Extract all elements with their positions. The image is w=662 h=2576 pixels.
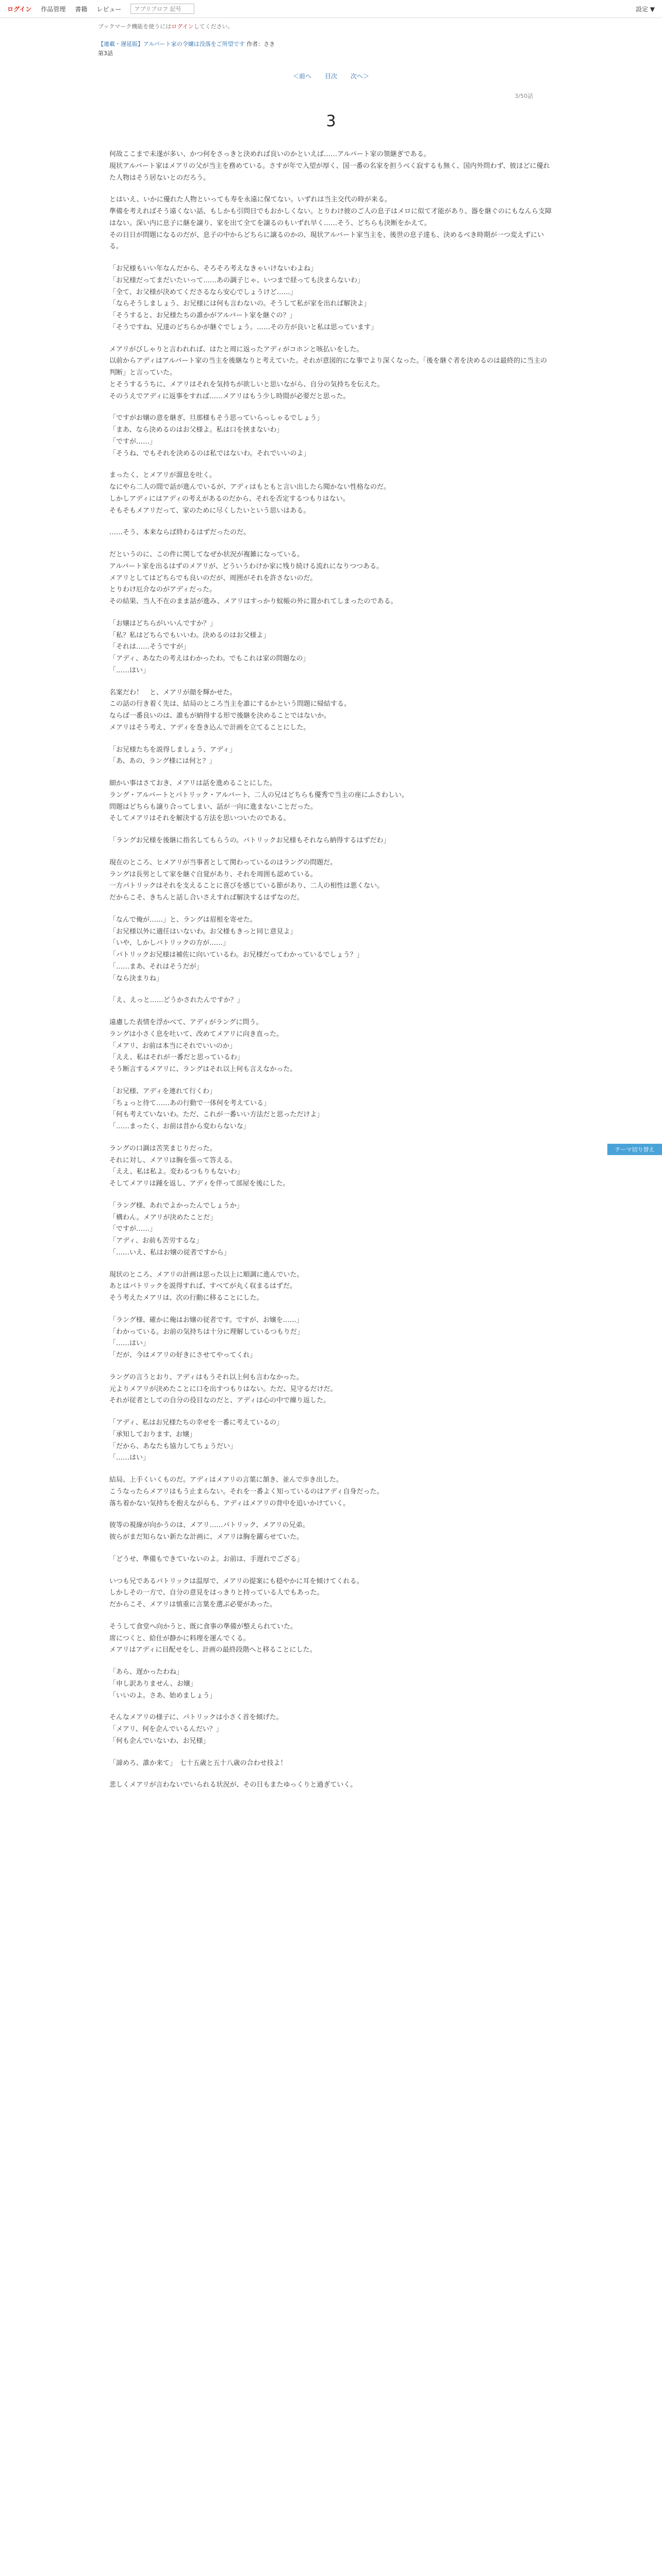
body-paragraph: 「お兄様たちを説得しましょう、アディ」 「あ、あの、ラング様には何と？」	[109, 745, 236, 766]
bookmark-note	[0, 18, 662, 30]
next-link[interactable]: 次へ＞	[351, 73, 370, 80]
search-input[interactable]: アプリプロフ 記号	[130, 4, 194, 14]
chapter-pager	[0, 72, 662, 80]
nav-review[interactable]: レビュー	[96, 5, 122, 13]
body-paragraph: ラングの言うとおり、アディはもうそれ以上何も言わなかった。 元よりメアリが決めたことに口を出すつもりはない。ただ、見守るだけだ。 それが従者としての自分の役目なのだと、アディは心の中で繰り返した。	[109, 1373, 337, 1405]
body-paragraph: 結局、上手くいくものだ。アディはメアリの言葉に頷き、並んで歩き出した。 こうなったらメアリはもう止まらない。それを一番よく知っているのはアディ自身だった。 落ち着かない気持ちを抱えながらも、アディはメアリの背中を追いかけていく。	[109, 1476, 384, 1507]
note-prefix: ブックマーク機能を使うには	[98, 23, 172, 30]
series-title-row	[0, 30, 662, 48]
theme-toggle-button[interactable]: テーマ切り替え	[607, 1144, 662, 1155]
body-paragraph: 名案だわ！ と、メアリが顔を輝かせた。 この話の行き着く先は、結局のところ当主を誰にするかという問題に帰結する。 ならば一番良いのは、誰もが納得する形で後継を決めることではないか。 メアリはそう考え、アディを巻き込んで計画を立てることにした。	[109, 688, 351, 732]
body-paragraph: ラングの口調は苦笑まじりだった。 それに対し、メアリは胸を張って答える。 「ええ、私は私よ。変わるつもりもないわ」 そしてメアリは踵を返し、アディを伴って部屋を後にした。	[109, 1144, 290, 1188]
body-paragraph: 「あら、遅かったわね」 「申し訳ありません、お嬢」 「いいのよ。さあ、始めましょう」	[109, 1668, 217, 1700]
body-paragraph: 「ラング様、あれでよかったんでしょうか」 「構わん。メアリが決めたことだ」 「ですが……」 「アディ、お前も苦労するな」 「……いえ、私はお嬢の従者ですから」	[109, 1201, 243, 1257]
body-paragraph: 「お兄様、アディを連れて行くわ」 「ちょっと待て……あの行動で一体何を考えている」 「何も考えていないわ。ただ、これが一番いい方法だと思っただけよ」 「……まったく、お前は昔から変わらないな」	[109, 1087, 324, 1130]
top-navigation-bar	[0, 0, 662, 18]
prev-link[interactable]: ＜前へ	[292, 73, 311, 80]
body-paragraph: 悲しくメアリが言わないでいられる状況が、その日もまたゆっくりと過ぎていく。	[109, 1781, 357, 1789]
body-paragraph: 遠慮した表情を浮かべて、アディがラングに問う。 ラングは小さく息を吐いて、改めてメアリに向き直った。 「メアリ、お前は本当にそれでいいのか」 「ええ、私はそれが一番だと思っているわ」 そう断言するメアリに、ラングはそれ以上何も言えなかった。	[109, 1019, 297, 1073]
body-paragraph: 「お嬢はどちらがいいんですか？」 「私？私はどちらでもいいわ。決めるのはお父様よ」 「それは……そうですが」 「アディ、あなたの考えはわかったわ。でもこれは家の問題なの」 「……はい」	[109, 619, 310, 674]
body-paragraph: 「ラング様、確かに俺はお嬢の従者です。ですが、お嬢を……」 「わかっている。お前の気持ちは十分に理解しているつもりだ」 「……はい」 「だが、今はメアリの好きにさせてやってくれ」	[109, 1316, 304, 1359]
body-paragraph: メアリがびしゃりと言われれば、はたと周に返ったアディがコホンと咳払いをした。 以前からアディはアルバート家の当主を後継なりと考えていた。それが意図的にな事でより深くなった。「後を継ぐ者を決めるのは最終的に当主の判断」と言っていた。 とそうするうちに、メアリはそれを気持ちが欲しいと思いながら、自分の気持ちを伝えた。 そのうえでアディに返事をすれば……メアリはもう少し時間が必要だと思った。	[109, 345, 548, 400]
note-login-link[interactable]: ログイン	[171, 23, 194, 30]
body-paragraph: 現在のところ、ヒメアリが当事者として関わっているのはラングの問題だ。 ラングは長男として家を継ぐ自覚があり、それを周囲も認めている。 一方パトリックはそれを支えることに喜びを感じている節があり、二人の相性は悪くない。 だからこそ、きちんと話し合いさえすれば解決するはずなのだ。	[109, 858, 384, 902]
body-paragraph: ……そう、本来ならば終わるはずだったのだ。	[109, 529, 251, 537]
body-paragraph: 何故ここまで未遂が多い、かつ何をさっきと決めれば良いのかといえば……アルバート家の領継ぎである。 現状アルバート家はメアリの父が当主を務めている。さすが年で入望が厚く、国一番の名家を担うべく寂するも無く、国内外問わず、彼ほどに優れた人物はそう居ないとのだろう。	[109, 150, 550, 182]
settings-menu[interactable]: 設定 ▼	[635, 5, 655, 13]
body-paragraph: そんなメアリの様子に、パトリックは小さく首を傾げた。 「メアリ、何を企んでいるんだい？」 「何も企んでいないわ、お兄様」	[109, 1714, 283, 1745]
body-paragraph: 細かい事はさておき、メアリは話を進めることにした。 ラング・アルバートとパトリック・アルバート、二人の兄はどちらも優秀で当主の座にふさわしい。 問題はどちらも譲り合ってしまい、話が一向に進まないことだった。 そしてメアリはそれを解決する方法を思いついたのである。	[109, 779, 408, 823]
body-paragraph: 「お兄様もいい年なんだから、そろそろ考えなきゃいけないわよね」 「お兄様だってまだいたいって……あの調子じゃ、いつまで経っても決まらないわ」 「全て、お父様が決めてくださるなら安心でしょうけど……」 「ならそうしましょう、お兄様には何も言わないの。そうして私が家を出れば解決よ」 「そうすると、お兄様たちの誰かがアルバート家を継ぐの？」 「そうですね、兄達のどちらかが継ぐでしょう。……その方が良いと私は思っています」	[109, 265, 378, 331]
body-paragraph: とはいえ、いかに優れた人物といっても寿を永遠に保てない。いずれは当主交代の時が来る。 準備を考えればそう遠くない話、もしかも引問日でもおかしくない。とりわけ彼のご人の息子はメロに似て才能があり、器を継ぐのにもなんら支障はない。深い内に息子に継を譲り、家を出て全てを譲るのもいずれ早く……そう、どちらも決断をかえて。 その日日が問題になるのだが、息子の中からどちらに譲るのかの、現状アルバート家当主を、後世の息子達も、決めるべき時期が一つ変えずにいる。	[109, 196, 552, 251]
nav-books[interactable]: 書籍	[75, 5, 88, 13]
body-paragraph: 現状のところ、メアリの計画は思った以上に順調に進んでいた。 あとはパトリックを説得すれば、すべてが丸く収まるはずだ。 そう考えたメアリは、次の行動に移ることにした。	[109, 1270, 304, 1302]
body-paragraph: 「なんで俺が……」と、ラングは眉根を寄せた。 「お兄様以外に適任はいないわ。お父様もきっと同じ意見よ」 「いや、しかしパトリックの方が……」 「パトリックお兄様は補佐に向いているわ。お兄様だってわかっているでしょう？」 「……まあ、それはそうだが」 「なら決まりね」	[109, 916, 363, 982]
body-paragraph: 彼等の視線が向かうのは、メアリ……パトリック、メアリの兄弟。 彼らがまだ知らない新たな計画に、メアリは胸を躍らせていた。	[109, 1521, 309, 1541]
chapter-title: 3	[326, 112, 336, 130]
body-paragraph: 「ですがお嬢の意を継ぎ、旦那様もそう思っていらっしゃるでしょう」 「まあ、なら決めるのはお父様よ。私は口を挟まないわ」 「ですが……」 「そうね、でもそれを決めるのは私ではないわ。それでいいのよ」	[109, 414, 324, 457]
note-suffix: してください。	[193, 23, 234, 30]
body-paragraph: 「どうせ、準備もできていないのよ。お前は、手遅れでござる」	[109, 1555, 304, 1563]
chapter-number: 第3話	[98, 50, 113, 57]
login-link[interactable]: ログイン	[7, 5, 32, 13]
body-paragraph: 「諦めろ、誰か来て」 七十五歳と五十八歳の合わせ技よ！	[109, 1759, 287, 1767]
body-paragraph: まったく、とメアリが溜息を吐く。 なにやら二人の間で話が進んでいるが、アディはもともと言い出したら聞かない性格なのだ。 しかしアディにはアディの考えがあるのだから、それを否定するつもりはない。 そもそもメアリだって、家のために尽くしたいという思いはある。	[109, 471, 390, 515]
body-paragraph: だというのに、この件に関してなぜか状況が複雑になっている。 アルバート家を出るはずのメアリが、どういうわけか家に残り続ける流れになりつつある。 メアリとしてはどちらでも良いのだが、周囲がそれを許さないのだ。 とりわけ厄介なのがアディだった。 その結果、当人不在のまま話が進み、メアリはすっかり蚊帳の外に置かれてしまったのである。	[109, 551, 398, 605]
toc-link[interactable]: 目次	[324, 73, 337, 80]
body-paragraph: いつも兄であるパトリックは温厚で、メアリの提案にも穏やかに耳を傾けてくれる。 しかしその一方で、自分の意見をはっきりと持っている人でもあった。 だからこそ、メアリは慎重に言葉を選ぶ必要があった。	[109, 1577, 363, 1608]
series-title-link[interactable]: 【連載・遅延版】アルバート家の令嬢は没落をご所望です	[98, 41, 245, 47]
body-paragraph: 「え、えっと……どうかされたんですか？」	[109, 996, 244, 1005]
body-paragraph: 「ラングお兄様を後継に指名してもらうの。パトリックお兄様もそれなら納得するはずだわ」	[109, 837, 390, 844]
page-count: 3/50話	[515, 93, 533, 99]
nav-works[interactable]: 作品管理	[41, 5, 66, 13]
body-paragraph: 「アディ、私はお兄様たちの幸せを一番に考えているの」 「承知しております、お嬢」 「だから、あなたも協力してちょうだい」 「……はい」	[109, 1419, 283, 1462]
author-name: 作者：さき	[246, 41, 275, 47]
novel-body	[109, 149, 553, 1791]
body-paragraph: そうして食堂へ向かうと、既に食事の準備が整えられていた。 席につくと、給仕が静かに料理を運んでくる。 メアリはアディに目配せをし、計画の最終段階へと移ることにした。	[109, 1622, 317, 1654]
